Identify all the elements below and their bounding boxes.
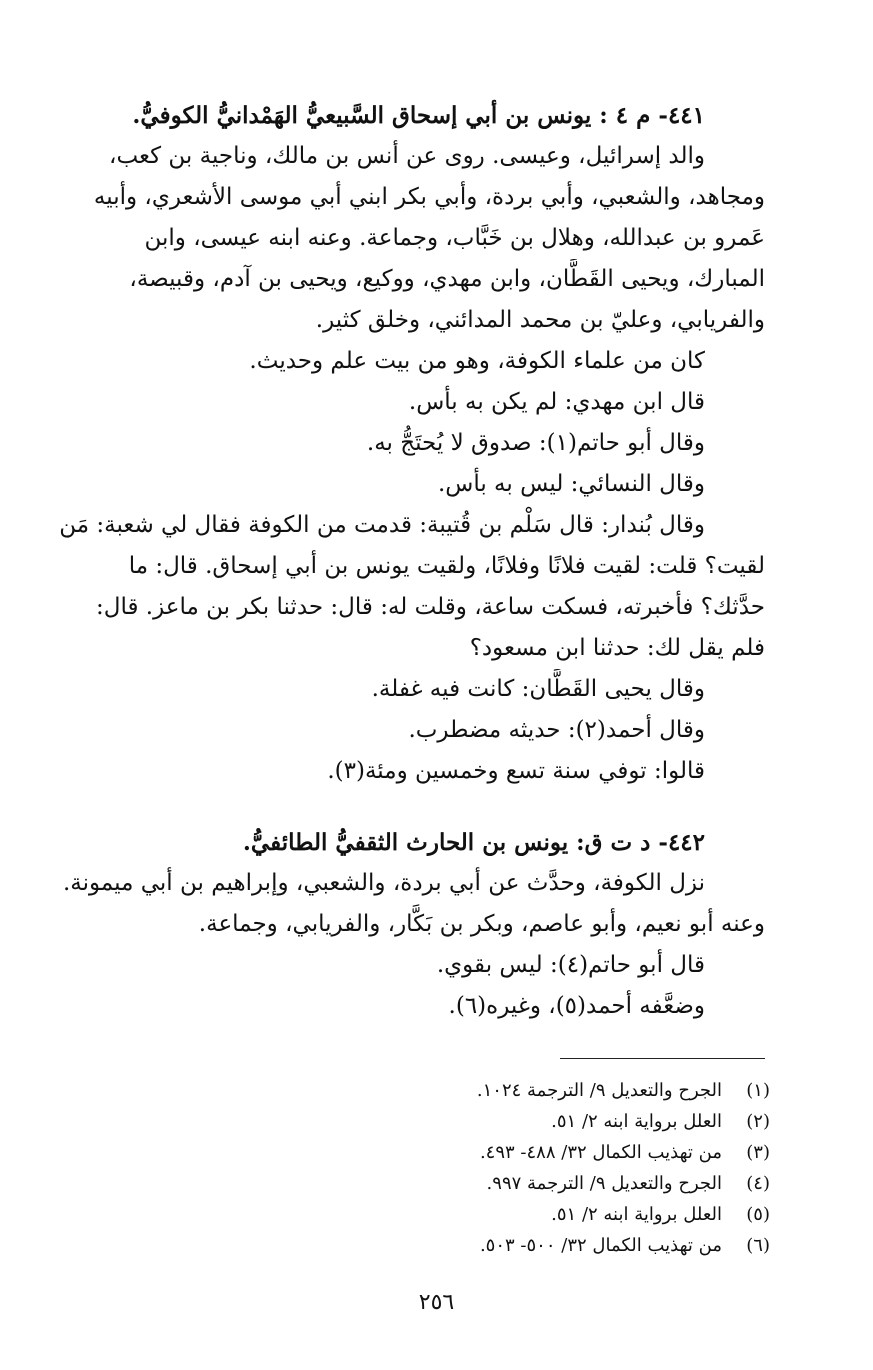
footnote-text: الجرح والتعديل ٩/ الترجمة ٩٩٧. — [486, 1173, 722, 1194]
entry-442-line-1: نزل الكوفة، وحدَّث عن أبي بردة، والشعبي، وإبراهيم بن أبي ميمونة. — [62, 870, 705, 896]
footnote-2 — [330, 1106, 770, 1137]
entry-441-line-11: لقيت؟ قلت: لقيت فلانًا وفلانًا، ولقيت يونس بن أبي إسحاق. قال: ما — [128, 553, 765, 579]
footnote-1 — [330, 1075, 770, 1106]
footnote-text: العلل برواية ابنه ٢/ ٥١. — [551, 1204, 722, 1225]
footnote-5 — [330, 1199, 770, 1230]
entry-441-line-3: عَمرو بن عبدالله، وهلال بن خَبَّاب، وجماعة. وعنه ابنه عيسى، وابن — [144, 225, 765, 251]
footnote-divider — [560, 1058, 765, 1059]
entry-442-line-2: وعنه أبو نعيم، وأبو عاصم، وبكر بن بَكَّار، والفريابي، وجماعة. — [198, 911, 765, 937]
footnote-3 — [330, 1137, 770, 1168]
entry-441-line-12: حدَّثك؟ فأخبرته، فسكت ساعة، وقلت له: قال: حدثنا بكر بن ماعز. قال: — [96, 594, 765, 620]
entry-441-line-10: وقال بُندار: قال سَلْم بن قُتيبة: قدمت من الكوفة فقال لي شعبة: مَن — [59, 512, 705, 538]
entry-441-line-2: ومجاهد، والشعبي، وأبي بردة، وأبي بكر ابني أبي موسى الأشعري، وأبيه — [93, 184, 765, 210]
entry-441-line-13: فلم يقل لك: حدثنا ابن مسعود؟ — [469, 635, 765, 661]
footnote-text: الجرح والتعديل ٩/ الترجمة ١٠٢٤. — [476, 1080, 722, 1101]
entry-441-line-1: والد إسرائيل، وعيسى. روى عن أنس بن مالك، وناجية بن كعب، — [109, 143, 705, 169]
footnote-number: (٥) — [746, 1204, 770, 1225]
entry-441-heading: ٤٤١- م ٤ : يونس بن أبي إسحاق السَّبيعيُّ الهَمْدانيُّ الكوفيُّ. — [132, 102, 705, 129]
footnote-number: (٣) — [746, 1142, 770, 1163]
entry-441-line-9: وقال النسائي: ليس به بأس. — [437, 471, 705, 497]
footnote-4 — [330, 1168, 770, 1199]
footnote-number: (٢) — [746, 1111, 770, 1132]
entry-441-line-4: المبارك، ويحيى القَطَّان، وابن مهدي، ووكيع، ويحيى بن آدم، وقبيصة، — [129, 266, 765, 292]
entry-442-heading: ٤٤٢- د ت ق: يونس بن الحارث الثقفيُّ الطائفيُّ. — [242, 829, 705, 856]
footnote-6 — [330, 1230, 770, 1261]
footnote-number: (٤) — [746, 1173, 770, 1194]
footnote-text: العلل برواية ابنه ٢/ ٥١. — [551, 1111, 722, 1132]
entry-441-line-5: والفريابي، وعليّ بن محمد المدائني، وخلق كثير. — [315, 307, 765, 333]
entry-442-line-3: قال أبو حاتم(٤): ليس بقوي. — [436, 952, 705, 978]
footnote-text: من تهذيب الكمال ٣٢/ ٥٠٠- ٥٠٣. — [479, 1235, 722, 1256]
entry-442-line-4: وضعَّفه أحمد(٥)، وغيره(٦). — [448, 993, 705, 1019]
entry-441-line-16: قالوا: توفي سنة تسع وخمسين ومئة(٣). — [327, 758, 705, 784]
page-number: ٢٥٦ — [418, 1290, 455, 1315]
footnotes — [330, 1075, 770, 1261]
entry-441-line-15: وقال أحمد(٢): حديثه مضطرب. — [408, 717, 705, 743]
footnote-number: (١) — [746, 1080, 770, 1101]
entry-441-line-7: قال ابن مهدي: لم يكن به بأس. — [408, 389, 705, 415]
entry-441 — [30, 95, 765, 792]
footnote-number: (٦) — [746, 1235, 770, 1256]
footnote-text: من تهذيب الكمال ٣٢/ ٤٨٨- ٤٩٣. — [479, 1142, 722, 1163]
entry-441-line-8: وقال أبو حاتم(١): صدوق لا يُحتَجُّ به. — [366, 430, 705, 456]
entry-442 — [30, 822, 765, 1027]
entry-441-line-6: كان من علماء الكوفة، وهو من بيت علم وحديث. — [249, 348, 705, 374]
entry-441-line-14: وقال يحيى القَطَّان: كانت فيه غفلة. — [371, 676, 705, 702]
